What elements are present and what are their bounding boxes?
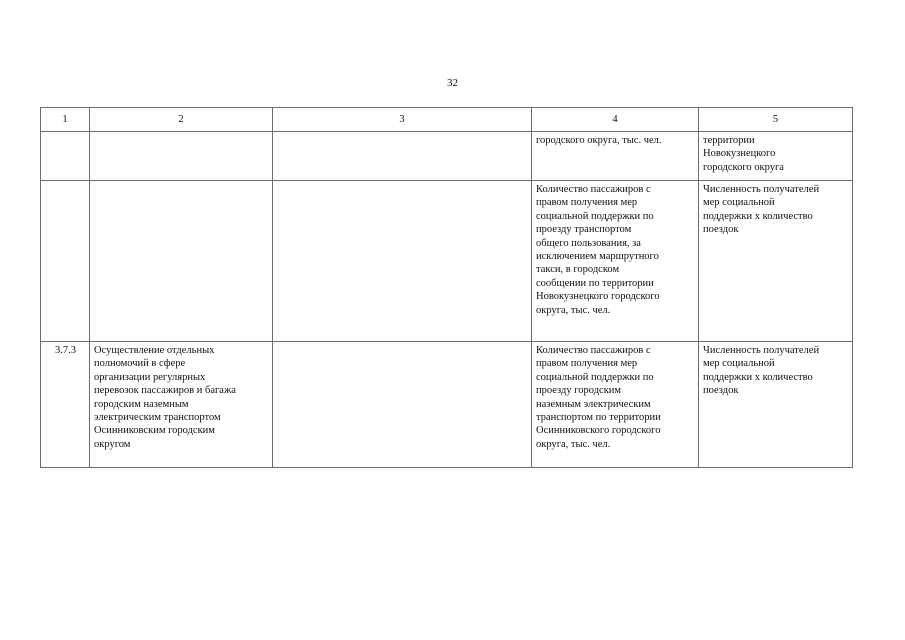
table-row (41, 342, 853, 468)
table-header-row (41, 108, 853, 132)
cell-column-3 (273, 181, 532, 342)
cell-measure-name (90, 132, 273, 181)
cell-indicator: городского округа, тыс. чел. (532, 132, 699, 181)
cell-item-number (41, 181, 90, 342)
column-header-5: 5 (699, 108, 853, 132)
cell-indicator: Количество пассажиров с правом получения мер социальной поддержки по проезду транспортом общего пользования, за исключением маршрутного такси, в городском сообщении по территории Новокузнецкого городского округа, тыс. чел. (532, 181, 699, 342)
cell-calculation: территории Новокузнецкого городского округа (699, 132, 853, 181)
cell-indicator: Количество пассажиров с правом получения мер социальной поддержки по проезду городским наземным электрическим транспортом по территории Осинниковского городского округа, тыс. чел. (532, 342, 699, 468)
cell-calculation: Численность получателей мер социальной поддержки x количество поездок (699, 181, 853, 342)
column-header-3: 3 (273, 108, 532, 132)
table-row (41, 132, 853, 181)
column-header-1: 1 (41, 108, 90, 132)
table-row (41, 181, 853, 342)
column-header-4: 4 (532, 108, 699, 132)
indicator-table (40, 107, 853, 468)
cell-measure-name (90, 181, 273, 342)
column-header-2: 2 (90, 108, 273, 132)
cell-item-number: 3.7.3 (41, 342, 90, 468)
cell-column-3 (273, 132, 532, 181)
cell-column-3 (273, 342, 532, 468)
page-number: 32 (447, 77, 458, 89)
cell-calculation: Численность получателей мер социальной поддержки x количество поездок (699, 342, 853, 468)
cell-item-number (41, 132, 90, 181)
cell-measure-name: Осуществление отдельных полномочий в сфере организации регулярных перевозок пассажиров и багажа городским наземным электрическим транспортом Осинниковским городским округом (90, 342, 273, 468)
